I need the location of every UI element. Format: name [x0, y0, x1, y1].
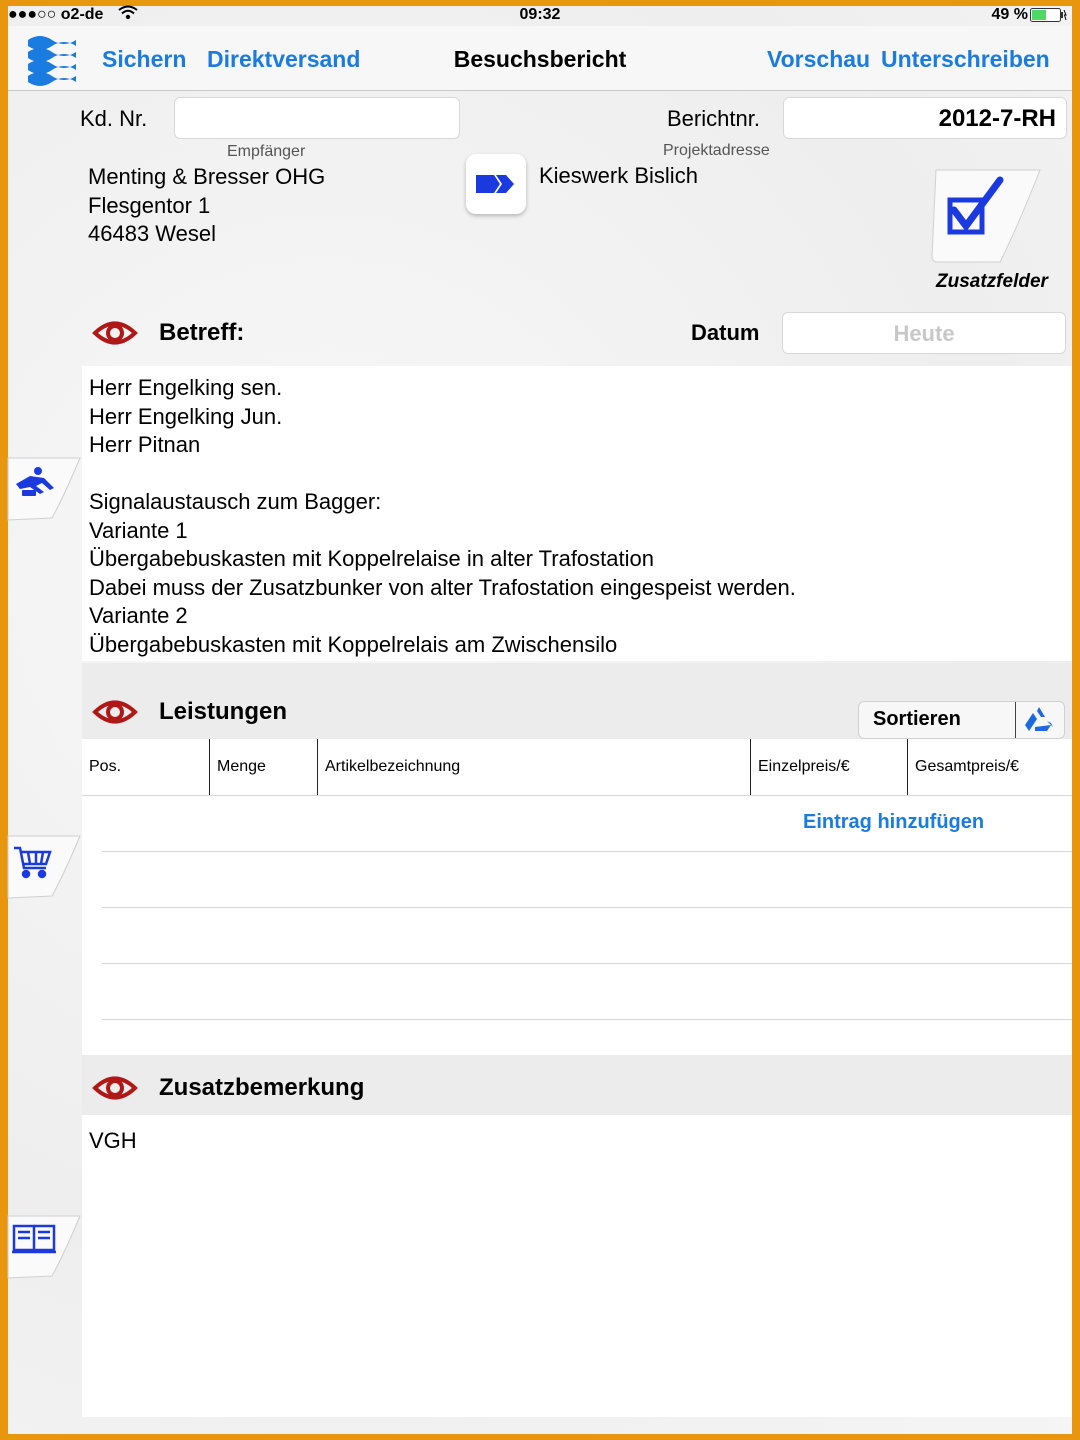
table-row[interactable] [102, 907, 1072, 964]
checkbox-check-icon [930, 166, 1046, 266]
extra-fields-button[interactable] [930, 166, 1046, 266]
sidetab-book[interactable] [8, 1214, 82, 1280]
recycle-icon[interactable] [1023, 705, 1055, 740]
preview-button[interactable]: Vorschau [767, 46, 871, 72]
extra-fields-label: Zusatzfelder [936, 271, 1048, 292]
recipient-address[interactable] [88, 163, 325, 249]
clock: 09:32 [519, 6, 561, 23]
battery-icon [1030, 8, 1066, 27]
project-address[interactable]: Kieswerk Bislich [539, 163, 698, 188]
sidetab-cart[interactable] [8, 834, 82, 900]
column-header-unit-price[interactable]: Einzelpreis/€ [750, 739, 908, 795]
berichtnr-label: Berichtnr. [667, 106, 760, 131]
page-title: Besuchsbericht [453, 46, 627, 72]
navigation-bar [8, 26, 1072, 91]
kd-nr-field[interactable] [174, 97, 460, 139]
carrier-label: ●●●○○ o2-de [8, 6, 104, 23]
eye-icon[interactable] [93, 699, 137, 725]
recipient-line: 46483 Wesel [88, 221, 217, 246]
recipient-caption: Empfänger [227, 143, 306, 160]
direct-send-button[interactable]: Direktversand [207, 46, 361, 72]
sort-control [858, 701, 1065, 739]
subject-label: Betreff: [159, 319, 245, 346]
remarks-text-area[interactable] [82, 1115, 1072, 1417]
recipient-line: Flesgentor 1 [88, 192, 211, 218]
text-line: Herr Engelking sen. [89, 375, 283, 400]
column-header-quantity[interactable]: Menge [209, 739, 318, 795]
services-label: Leistungen [159, 698, 288, 725]
project-caption: Projektadresse [663, 142, 770, 159]
text-line: Dabei muss der Zusatzbunker von alter Trafostation eingespeist werden. [89, 574, 796, 600]
table-row[interactable] [102, 795, 1072, 852]
text-line: Übergabebuskasten mit Koppelrelaise in alter Trafostation [89, 546, 654, 571]
remarks-label: Zusatzbemerkung [159, 1074, 365, 1101]
app-frame [8, 6, 1072, 1434]
add-entry-button[interactable]: Eintrag hinzufügen [803, 811, 985, 833]
table-row[interactable] [102, 851, 1072, 908]
sidetab-contacts[interactable] [8, 456, 82, 522]
text-line: Übergabebuskasten mit Koppelrelais am Zwischensilo [89, 631, 618, 657]
remarks-text: VGH [89, 1128, 137, 1153]
save-button[interactable]: Sichern [102, 46, 187, 72]
battery-percent: 49 % [991, 6, 1028, 23]
subject-text-area[interactable] [82, 366, 1072, 661]
berichtnr-field[interactable]: 2012-7-RH [783, 97, 1067, 139]
text-line: Herr Pitnan [89, 432, 201, 457]
status-bar [8, 6, 1072, 26]
sort-button[interactable]: Sortieren [873, 708, 961, 730]
date-label: Datum [691, 320, 760, 345]
project-address-button[interactable] [466, 154, 526, 214]
recipient-line: Menting & Bresser OHG [88, 164, 326, 189]
forward-arrow-icon [466, 154, 526, 214]
sign-button[interactable]: Unterschreiben [881, 46, 1050, 72]
divider [1015, 702, 1016, 738]
column-header-article[interactable]: Artikelbezeichnung [317, 739, 751, 795]
services-table [82, 739, 1072, 1055]
kd-nr-label: Kd. Nr. [80, 106, 148, 131]
eye-icon[interactable] [93, 1075, 137, 1101]
text-line [89, 460, 796, 489]
text-line: Signalaustausch zum Bagger: [89, 489, 382, 514]
text-line: Herr Engelking Jun. [89, 403, 283, 429]
column-header-total-price[interactable]: Gesamtpreis/€ [907, 739, 1072, 795]
column-header-pos[interactable]: Pos. [89, 758, 122, 775]
table-header-row [82, 739, 1072, 796]
text-line: Variante 2 [89, 603, 188, 628]
eye-icon[interactable] [93, 320, 137, 346]
text-line: Variante 1 [89, 517, 188, 543]
table-row[interactable] [102, 963, 1072, 1020]
date-field[interactable]: Heute [782, 312, 1066, 354]
